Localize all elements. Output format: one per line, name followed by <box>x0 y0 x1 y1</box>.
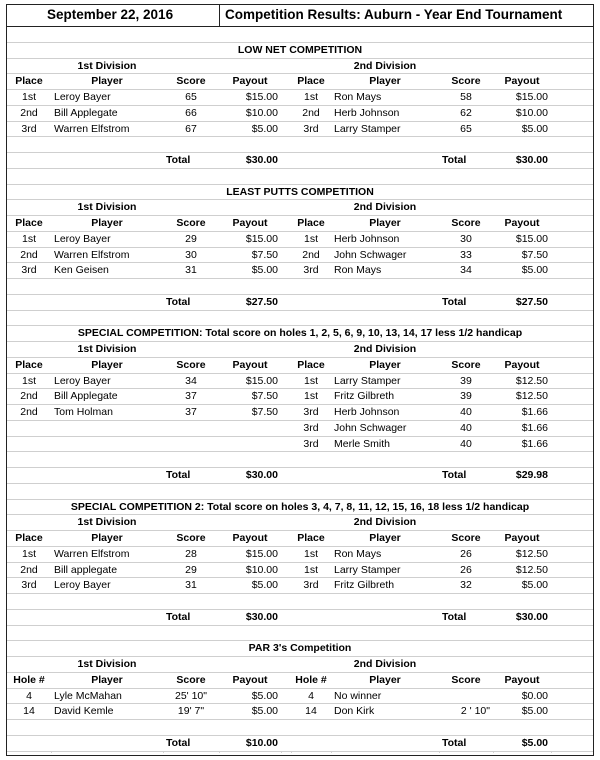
total-label: Total <box>166 610 191 623</box>
place-cell: 2nd <box>20 106 38 119</box>
payout-cell: $15.00 <box>245 232 278 245</box>
player-cell: Ken Geisen <box>54 264 109 277</box>
score-cell: 66 <box>185 106 197 119</box>
result-row <box>7 547 593 563</box>
payout-cell: $7.50 <box>251 406 278 418</box>
place-cell: 2nd <box>302 248 320 261</box>
total-value: $30.00 <box>245 610 278 623</box>
total-value: $30.00 <box>245 469 278 481</box>
division-label: 2nd Division <box>353 201 417 214</box>
total-value: $10.00 <box>245 736 278 749</box>
column-header: Score <box>176 673 206 686</box>
column-header: Payout <box>504 358 540 371</box>
player-cell: David Kemle <box>54 705 114 718</box>
score-cell: 2 ' 10" <box>460 705 490 718</box>
total-row <box>7 295 593 311</box>
score-cell: 39 <box>460 374 472 387</box>
score-cell: 26 <box>460 547 472 560</box>
payout-cell: $12.50 <box>515 547 548 560</box>
payout-cell: $5.00 <box>251 579 278 592</box>
section-title: LEAST PUTTS COMPETITION <box>226 185 374 198</box>
blank-row <box>7 137 593 153</box>
place-cell: 2nd <box>20 390 38 403</box>
results-sheet <box>6 4 594 756</box>
column-header: Score <box>451 75 481 88</box>
column-header: Payout <box>232 75 268 88</box>
place-cell: 2nd <box>20 563 38 576</box>
place-cell: 1st <box>303 374 318 387</box>
section-title: SPECIAL COMPETITION: Total score on holes 1, 2, 5, 6, 9, 10, 13, 14, 17 less 1/2 handicap <box>77 327 523 340</box>
column-header: Score <box>451 217 481 229</box>
section-title: PAR 3's Competition <box>248 642 352 655</box>
payout-cell: $7.50 <box>521 248 548 261</box>
score-cell: 40 <box>460 437 472 450</box>
player-cell: Larry Stamper <box>334 374 401 387</box>
column-header: Payout <box>504 673 540 686</box>
payout-cell: $1.66 <box>521 421 548 434</box>
place-cell: 3rd <box>21 579 37 592</box>
payout-cell: $5.00 <box>521 122 548 135</box>
blank-row <box>7 27 593 43</box>
payout-cell: $15.00 <box>245 547 278 560</box>
payout-cell: $5.00 <box>521 705 548 718</box>
division-row <box>7 200 593 216</box>
total-label: Total <box>166 736 191 749</box>
section-title: LOW NET COMPETITION <box>237 43 363 56</box>
player-cell: Don Kirk <box>334 705 375 718</box>
division-label: 2nd Division <box>353 343 417 355</box>
result-row <box>7 374 593 390</box>
payout-cell: $10.00 <box>515 106 548 119</box>
total-row <box>7 610 593 626</box>
place-cell: 1st <box>303 232 318 245</box>
column-header: Player <box>369 532 401 544</box>
total-label: Total <box>166 154 191 166</box>
player-cell: Warren Elfstrom <box>54 122 130 135</box>
column-header-row <box>7 74 593 90</box>
player-cell: Leroy Bayer <box>54 579 111 592</box>
payout-cell: $15.00 <box>515 232 548 245</box>
payout-cell: $7.50 <box>251 390 278 403</box>
column-header: Score <box>451 673 481 686</box>
payout-cell: $12.50 <box>515 374 548 387</box>
result-row <box>7 122 593 138</box>
total-row <box>7 153 593 169</box>
place-cell: 3rd <box>303 406 319 418</box>
result-row <box>7 689 593 705</box>
score-cell: 29 <box>185 232 197 245</box>
blank-row <box>7 311 593 327</box>
column-header: Payout <box>232 217 268 229</box>
column-header-row <box>7 673 593 689</box>
place-cell: 3rd <box>303 437 319 450</box>
column-header: Place <box>15 532 43 544</box>
payout-cell: $5.00 <box>251 705 278 718</box>
result-row <box>7 106 593 122</box>
column-header: Place <box>15 217 43 229</box>
place-cell: 1st <box>303 563 318 576</box>
column-header: Player <box>91 358 123 371</box>
place-cell: 3rd <box>303 579 319 592</box>
player-cell: Larry Stamper <box>334 563 401 576</box>
score-cell: 29 <box>185 563 197 576</box>
player-cell: Leroy Bayer <box>54 91 111 103</box>
column-header: Payout <box>504 532 540 544</box>
column-header-row <box>7 216 593 232</box>
blank-row <box>7 626 593 642</box>
payout-cell: $10.00 <box>245 563 278 576</box>
score-cell: 19' 7" <box>177 705 205 718</box>
score-cell: 34 <box>185 374 197 387</box>
payout-cell: $15.00 <box>515 91 548 103</box>
column-header: Score <box>176 217 206 229</box>
score-cell: 39 <box>460 390 472 403</box>
column-header-row <box>7 358 593 374</box>
payout-cell: $1.66 <box>521 437 548 450</box>
total-row <box>7 468 593 484</box>
header-row <box>7 5 593 27</box>
score-cell: 37 <box>185 406 197 418</box>
player-cell: No winner <box>334 689 382 702</box>
division-row <box>7 342 593 358</box>
column-header: Place <box>297 532 325 544</box>
player-cell: Warren Elfstrom <box>54 248 130 261</box>
score-cell: 28 <box>185 547 197 560</box>
payout-cell: $15.00 <box>245 374 278 387</box>
column-header: Hole # <box>295 673 327 686</box>
payout-cell: $5.00 <box>251 689 278 702</box>
payout-cell: $1.66 <box>521 406 548 418</box>
results-grid <box>7 5 595 757</box>
place-cell: 3rd <box>303 264 319 277</box>
place-cell: 1st <box>21 374 36 387</box>
column-header: Player <box>369 75 401 88</box>
payout-cell: $5.00 <box>251 264 278 277</box>
blank-row <box>7 594 593 610</box>
place-cell: 2nd <box>20 406 38 418</box>
column-header: Payout <box>232 358 268 371</box>
column-header: Payout <box>504 75 540 88</box>
score-cell: 65 <box>185 91 197 103</box>
player-cell: Herb Johnson <box>334 232 400 245</box>
total-value: $27.50 <box>245 295 278 308</box>
total-label: Total <box>442 469 467 481</box>
score-cell: 26 <box>460 563 472 576</box>
player-cell: Bill Applegate <box>54 390 118 403</box>
place-cell: 14 <box>305 705 317 718</box>
score-cell: 40 <box>460 406 472 418</box>
total-label: Total <box>166 469 191 481</box>
total-row <box>7 736 593 752</box>
place-cell: 3rd <box>303 421 319 434</box>
score-cell: 58 <box>460 91 472 103</box>
column-header: Player <box>91 532 123 544</box>
payout-cell: $5.00 <box>521 264 548 277</box>
column-header: Payout <box>232 673 268 686</box>
total-label: Total <box>442 154 467 166</box>
score-cell: 34 <box>460 264 472 277</box>
column-header: Place <box>297 217 325 229</box>
division-label: 1st Division <box>77 516 137 529</box>
column-header: Player <box>369 673 401 686</box>
place-cell: 14 <box>23 705 35 718</box>
division-label: 1st Division <box>77 658 137 670</box>
score-cell: 25' 10" <box>174 689 207 702</box>
division-label: 2nd Division <box>353 658 417 670</box>
player-cell: John Schwager <box>334 421 407 434</box>
header-divider <box>219 5 220 27</box>
column-header: Place <box>15 75 43 88</box>
blank-row <box>7 279 593 295</box>
result-row <box>7 389 593 405</box>
column-header: Payout <box>232 532 268 544</box>
player-cell: Larry Stamper <box>334 122 401 135</box>
player-cell: Herb Johnson <box>334 106 400 119</box>
total-label: Total <box>442 736 467 749</box>
result-row <box>7 421 593 437</box>
total-label: Total <box>442 610 467 623</box>
section-title-row <box>7 641 593 657</box>
score-cell: 40 <box>460 421 472 434</box>
division-row <box>7 515 593 531</box>
score-cell <box>442 689 490 704</box>
player-cell: Ron Mays <box>334 264 382 277</box>
player-cell: Bill Applegate <box>54 106 118 119</box>
column-header: Place <box>297 75 325 88</box>
column-header: Place <box>15 358 43 371</box>
column-header: Hole # <box>13 673 45 686</box>
player-cell: Leroy Bayer <box>54 374 111 387</box>
division-label: 1st Division <box>77 59 137 72</box>
result-row <box>7 90 593 106</box>
total-value: $30.00 <box>515 154 548 166</box>
place-cell: 1st <box>303 547 318 560</box>
division-row <box>7 59 593 75</box>
result-row <box>7 704 593 720</box>
score-cell: 37 <box>185 390 197 403</box>
section-title-row <box>7 43 593 59</box>
column-header: Score <box>451 358 481 371</box>
division-label: 2nd Division <box>353 59 417 72</box>
section-title: SPECIAL COMPETITION 2: Total score on holes 3, 4, 7, 8, 11, 12, 15, 16, 18 less 1/2 handicap <box>70 500 530 513</box>
column-header: Player <box>91 75 123 88</box>
player-cell: Lyle McMahan <box>54 689 122 702</box>
column-header: Player <box>369 358 401 371</box>
total-value: $5.00 <box>521 736 548 749</box>
score-cell: 62 <box>460 106 472 119</box>
score-cell: 32 <box>460 579 472 592</box>
place-cell: 3rd <box>21 122 37 135</box>
division-row <box>7 657 593 673</box>
score-cell: 31 <box>185 579 197 592</box>
column-header: Player <box>369 217 401 229</box>
player-cell: Bill applegate <box>54 563 118 576</box>
place-cell: 1st <box>303 91 318 103</box>
total-value: $29.98 <box>515 469 548 481</box>
column-header: Place <box>297 358 325 371</box>
score-cell: 30 <box>460 232 472 245</box>
column-header-row <box>7 531 593 547</box>
payout-cell: $10.00 <box>245 106 278 119</box>
player-cell: Warren Elfstrom <box>54 547 130 560</box>
column-header: Player <box>91 217 123 229</box>
column-header: Score <box>176 358 206 371</box>
result-row <box>7 232 593 248</box>
blank-row <box>7 452 593 468</box>
payout-cell: $7.50 <box>251 248 278 261</box>
column-header: Score <box>176 532 206 544</box>
place-cell: 4 <box>308 689 314 702</box>
player-cell: Ron Mays <box>334 547 382 560</box>
total-value: $27.50 <box>515 295 548 308</box>
payout-cell: $15.00 <box>245 91 278 103</box>
result-row <box>7 405 593 421</box>
payout-cell: $0.00 <box>521 689 548 702</box>
division-label: 2nd Division <box>353 516 417 529</box>
blank-row <box>7 720 593 736</box>
result-row <box>7 578 593 594</box>
place-cell: 1st <box>303 390 318 403</box>
payout-cell: $5.00 <box>251 122 278 135</box>
place-cell: 4 <box>26 689 32 702</box>
place-cell: 2nd <box>302 106 320 119</box>
player-cell: Fritz Gilbreth <box>334 579 395 592</box>
player-cell: Tom Holman <box>54 406 113 418</box>
blank-row <box>7 484 593 500</box>
result-row <box>7 248 593 264</box>
score-cell: 33 <box>460 248 472 261</box>
column-header: Score <box>451 532 481 544</box>
score-cell: 30 <box>185 248 197 261</box>
column-header: Player <box>91 673 123 686</box>
player-cell: Ron Mays <box>334 91 382 103</box>
division-label: 1st Division <box>77 201 137 214</box>
place-cell: 3rd <box>303 122 319 135</box>
column-header: Score <box>176 75 206 88</box>
section-title-row <box>7 500 593 516</box>
payout-cell: $12.50 <box>515 390 548 403</box>
player-cell: Merle Smith <box>334 437 391 450</box>
payout-cell: $12.50 <box>515 563 548 576</box>
score-cell: 31 <box>185 264 197 277</box>
player-cell: Herb Johnson <box>334 406 400 418</box>
section-title-row <box>7 185 593 201</box>
total-label: Total <box>442 295 467 308</box>
section-title-row <box>7 326 593 342</box>
place-cell: 1st <box>21 232 36 245</box>
column-header: Payout <box>504 217 540 229</box>
result-row <box>7 563 593 579</box>
report-date: September 22, 2016 <box>47 7 174 22</box>
score-cell: 65 <box>460 122 472 135</box>
division-label: 1st Division <box>77 343 137 355</box>
player-cell: John Schwager <box>334 248 407 261</box>
payout-cell: $5.00 <box>521 579 548 592</box>
player-cell: Fritz Gilbreth <box>334 390 395 403</box>
player-cell: Leroy Bayer <box>54 232 111 245</box>
place-cell: 1st <box>21 547 36 560</box>
result-row <box>7 437 593 453</box>
total-label: Total <box>166 295 191 308</box>
total-value: $30.00 <box>245 154 278 166</box>
score-cell: 67 <box>185 122 197 135</box>
blank-row <box>7 169 593 185</box>
report-title: Competition Results: Auburn - Year End Tournament <box>225 7 563 22</box>
place-cell: 3rd <box>21 264 37 277</box>
place-cell: 2nd <box>20 248 38 261</box>
place-cell: 1st <box>21 91 36 103</box>
result-row <box>7 263 593 279</box>
total-value: $30.00 <box>515 610 548 623</box>
